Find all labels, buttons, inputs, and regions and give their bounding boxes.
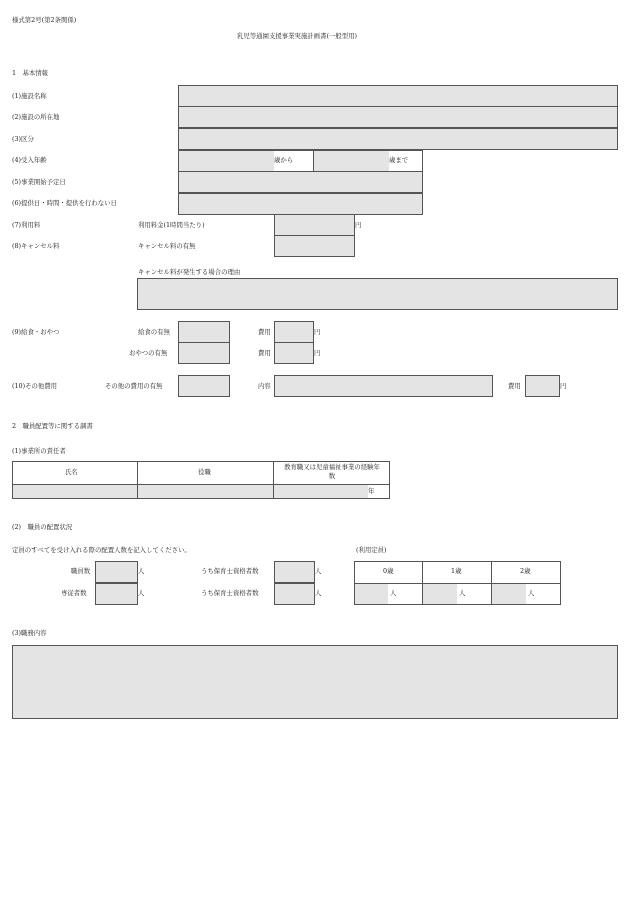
staff-count-unit: 人 (138, 567, 145, 575)
cancel-reason-label: キャンセル料が発生する場合の理由 (138, 268, 241, 276)
section-1-heading: 1 基本情報 (12, 69, 49, 77)
cancel-label: (8)キャンセル料 (12, 242, 60, 250)
nursery-qualified-label-1: うち保育士資格者数 (201, 567, 259, 575)
section-2-heading: 2 職員配置等に関する調書 (12, 422, 93, 430)
form-number: 様式第2号(第2条関係) (12, 16, 77, 24)
cancel-yesno-label: キャンセル料の有無 (138, 242, 196, 250)
staff-count-field[interactable] (95, 561, 138, 583)
fulltime-field[interactable] (95, 583, 138, 605)
service-days-field[interactable] (178, 193, 423, 215)
other-costs-label: (10)その他費用 (12, 382, 58, 390)
facility-name-field[interactable] (178, 85, 618, 107)
fee-per-hour-label: 利用料金(1時間当たり) (138, 221, 205, 229)
snack-cost-field[interactable] (274, 342, 314, 364)
fee-yen: 円 (355, 221, 362, 229)
duties-label: (3)職務内容 (12, 629, 47, 637)
capacity-label: (利用定員) (356, 546, 387, 554)
capacity-age2-field[interactable] (492, 584, 526, 604)
other-content-label: 内容 (258, 382, 271, 390)
manager-years-unit: 年 (368, 487, 375, 495)
meal-cost-yen: 円 (314, 328, 321, 336)
facility-address-field[interactable] (178, 106, 618, 128)
age-to-text: 歳まで (389, 156, 409, 164)
col-experience: 教育職又は児童福祉事業の経験年数 (284, 463, 380, 480)
capacity-age1-field[interactable] (423, 584, 457, 604)
other-cost-label: 費用 (508, 382, 521, 390)
service-days-label: (6)提供日・時間・提供を行わない日 (12, 199, 117, 207)
staffing-label: (2) 職員の配置状況 (12, 523, 73, 531)
meal-cost-label: 費用 (258, 328, 271, 336)
snack-cost-label: 費用 (258, 349, 271, 357)
snack-cost-yen: 円 (314, 349, 321, 357)
manager-label: (1)事業所の責任者 (12, 447, 66, 455)
capacity-age2-unit: 人 (528, 589, 535, 597)
category-label: (3)区分 (12, 135, 34, 143)
other-yesno-label: その他の費用の有無 (105, 382, 163, 390)
nursery-qualified-unit-2: 人 (315, 589, 322, 597)
meal-field[interactable] (178, 321, 230, 343)
meals-label: (9)給食・おやつ (12, 328, 60, 336)
manager-name-cell[interactable] (13, 485, 137, 498)
other-cost-field[interactable] (525, 375, 560, 397)
fee-field[interactable] (274, 214, 355, 236)
start-date-label: (5)事業開始予定日 (12, 178, 66, 186)
start-date-field[interactable] (178, 171, 423, 193)
staffing-instruction: 定員のすべてを受け入れる際の配置人数を記入してください。 (12, 546, 191, 554)
capacity-age0-unit: 人 (390, 589, 397, 597)
age-divider (313, 150, 314, 172)
nursery-qualified-label-2: うち保育士資格者数 (201, 589, 259, 597)
nursery-qualified-unit-1: 人 (315, 567, 322, 575)
snack-field[interactable] (178, 342, 230, 364)
meal-cost-field[interactable] (274, 321, 314, 343)
capacity-age2: 2歳 (520, 567, 531, 575)
staff-count-label: 職員数 (71, 567, 91, 575)
fulltime-label: 専従者数 (61, 589, 87, 597)
other-cost-yen: 円 (560, 382, 567, 390)
nursery-qualified-field-1[interactable] (274, 561, 315, 583)
cancel-reason-field[interactable] (137, 278, 618, 310)
cancel-field[interactable] (274, 235, 355, 257)
facility-name-label: (1)施設名称 (12, 92, 47, 100)
age-label: (4)受入年齢 (12, 156, 47, 164)
facility-address-label: (2)施設の所在地 (12, 113, 60, 121)
capacity-age1-unit: 人 (459, 589, 466, 597)
fulltime-unit: 人 (138, 589, 145, 597)
snack-yesno-label: おやつの有無 (129, 349, 168, 357)
other-field[interactable] (178, 375, 230, 397)
capacity-age1: 1歳 (451, 567, 462, 575)
manager-role-cell[interactable] (138, 485, 273, 498)
document-title: 乳児等通園支援事業実施計画書(一般型用) (237, 32, 358, 40)
col-role: 役職 (198, 468, 211, 476)
capacity-age0-field[interactable] (355, 584, 388, 604)
col-name: 氏名 (65, 468, 78, 476)
other-content-field[interactable] (274, 375, 493, 397)
duties-field[interactable] (12, 645, 618, 719)
capacity-age0: 0歳 (383, 567, 394, 575)
fee-label: (7)利用料 (12, 221, 41, 229)
nursery-qualified-field-2[interactable] (274, 583, 315, 605)
category-field[interactable] (178, 128, 618, 150)
manager-exp-shade (274, 485, 368, 498)
meal-yesno-label: 給食の有無 (138, 328, 170, 336)
age-from-text: 歳から (274, 156, 294, 164)
